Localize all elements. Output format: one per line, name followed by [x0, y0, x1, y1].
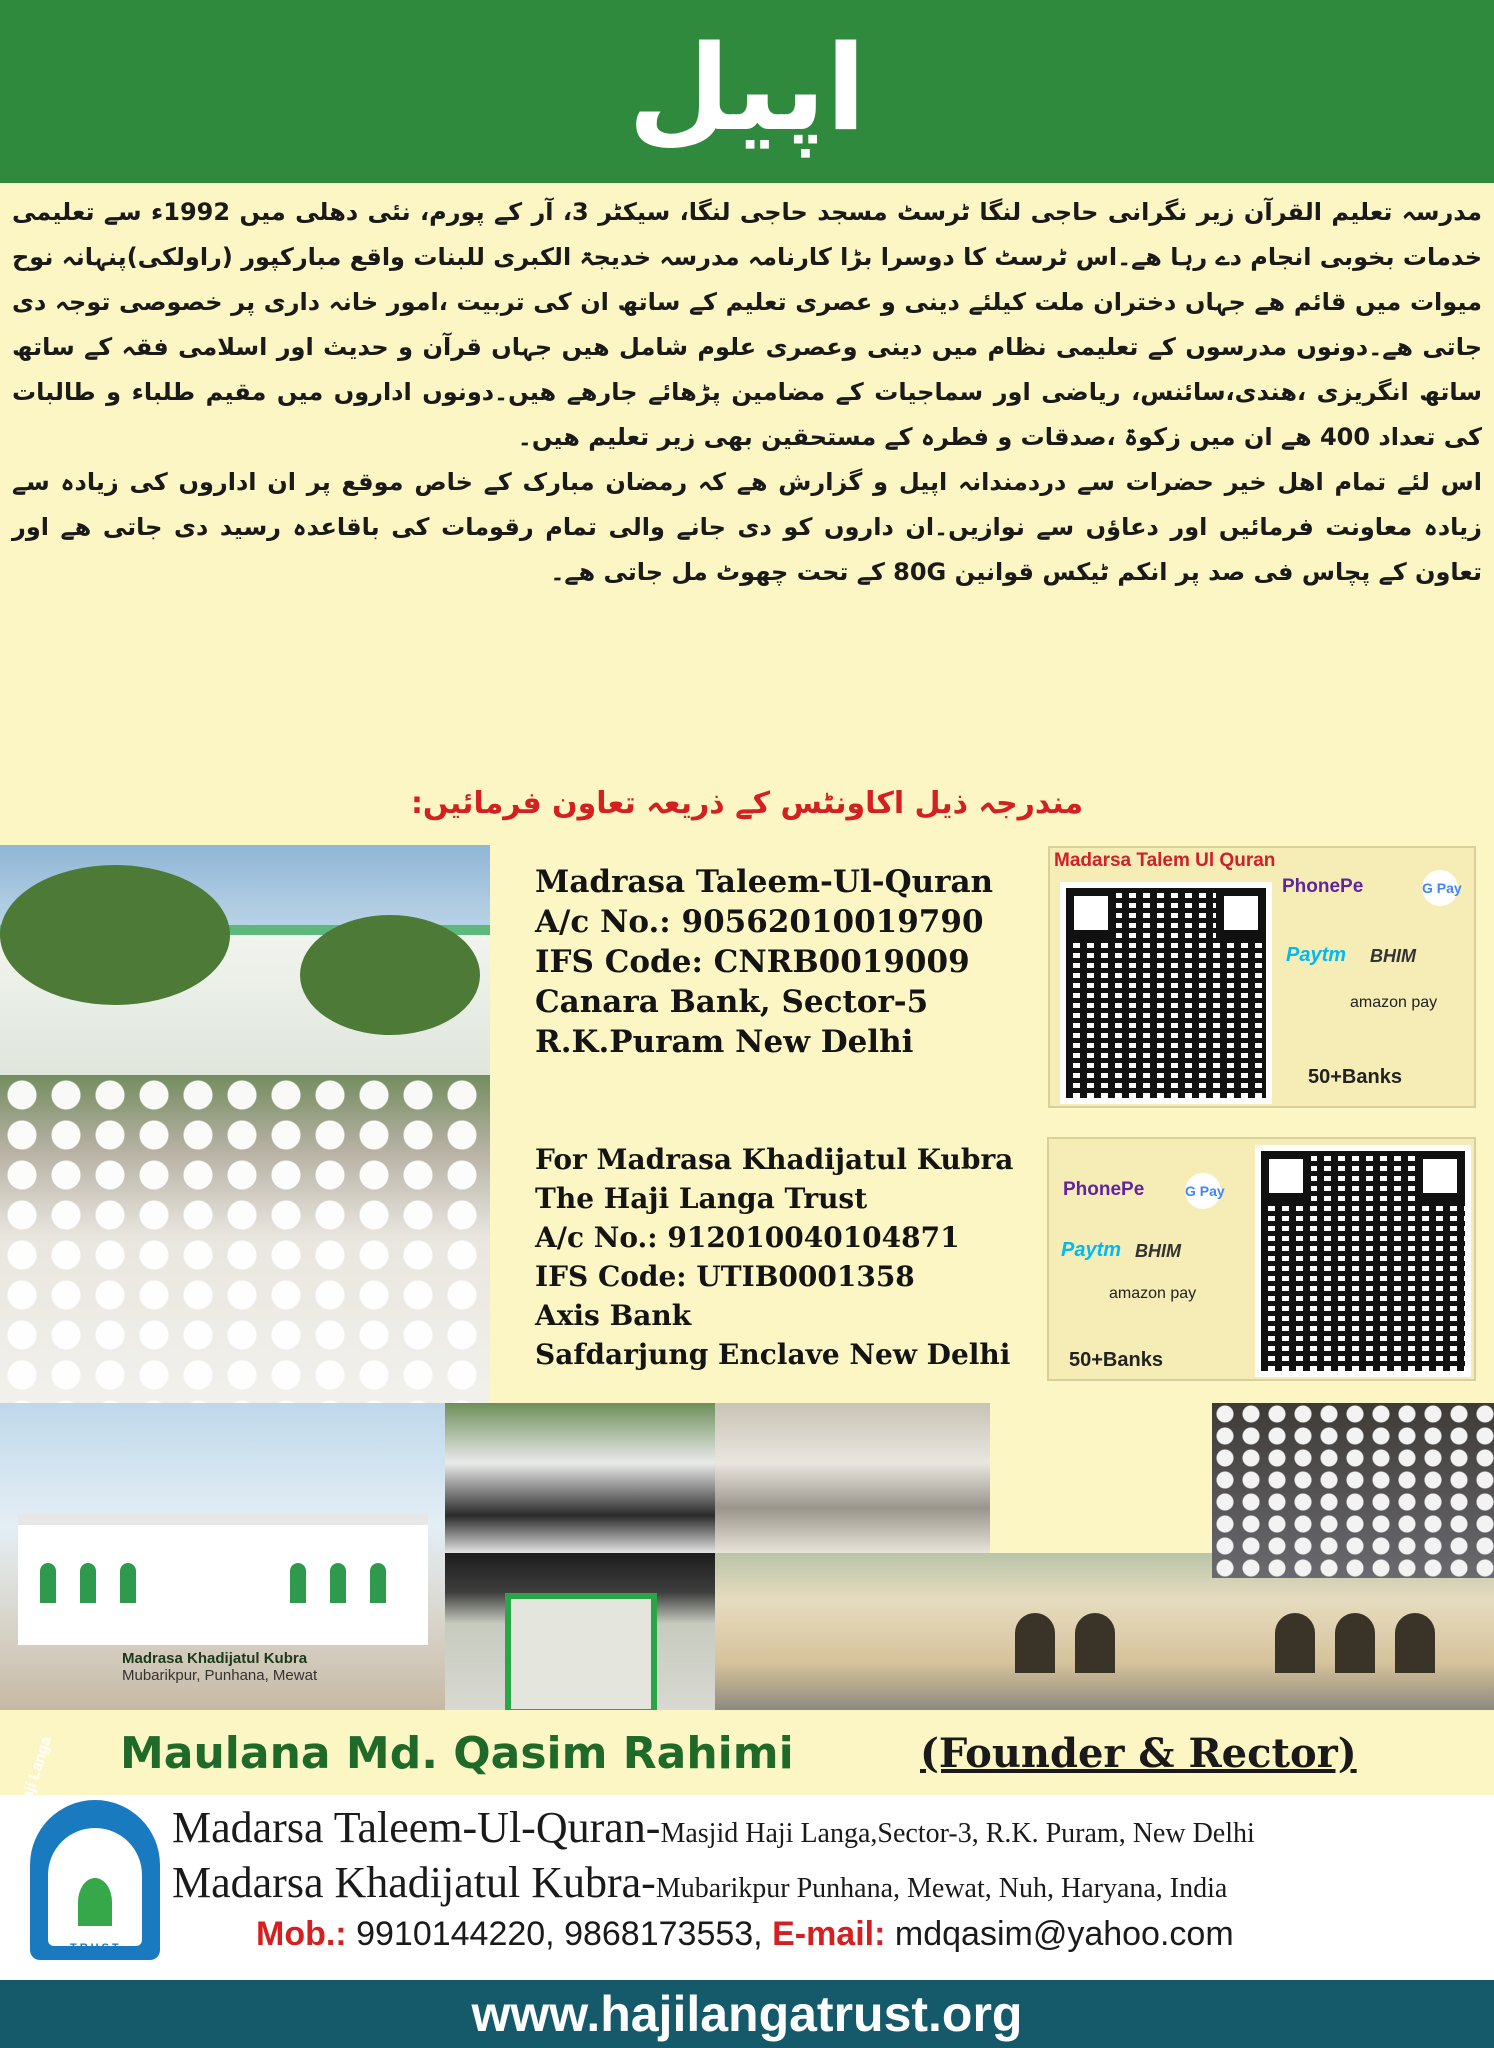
photo-door	[505, 1593, 657, 1710]
gpay-logo: G Pay	[1422, 870, 1458, 906]
account1-city: R.K.Puram New Delhi	[535, 1024, 914, 1060]
accounts-appeal-line: مندرجہ ذیل اکاونٹس کے ذریعہ تعاون فرمائیں:	[410, 786, 1084, 821]
bhim-logo: BHIM	[1370, 946, 1416, 966]
photo-arch	[1335, 1613, 1375, 1673]
amazon-pay-logo: amazon pay	[1350, 994, 1438, 1011]
account2-city: Safdarjung Enclave New Delhi	[535, 1338, 1011, 1371]
account2-for: For Madrasa Khadijatul Kubra	[535, 1143, 1014, 1176]
header-bar	[0, 0, 1494, 183]
photo-arch	[1015, 1613, 1055, 1673]
qr-code-icon	[1060, 882, 1272, 1104]
photo-computer-lab	[715, 1403, 990, 1553]
photo-window	[40, 1563, 56, 1603]
banks-label: 50+Banks	[1308, 1066, 1402, 1088]
paytm-logo: Paytm	[1286, 944, 1347, 966]
photo-student-caps	[0, 1075, 490, 1405]
account-details-taleem	[535, 862, 993, 1062]
photo-window	[290, 1563, 306, 1603]
photo-tree-left	[0, 865, 230, 1005]
photo-window	[120, 1563, 136, 1603]
photo-caption	[122, 1650, 317, 1684]
account1-name: Madrasa Taleem-Ul-Quran	[535, 864, 994, 900]
photo-caption-place: Mubarikpur, Punhana, Mewat	[122, 1667, 318, 1684]
photo-window	[80, 1563, 96, 1603]
photo-arch	[1395, 1613, 1435, 1673]
header-title: اپیل	[627, 19, 867, 157]
banks-label: 50+Banks	[1069, 1349, 1163, 1371]
address1-detail: Masjid Haji Langa,Sector-3, R.K. Puram, New Delhi	[660, 1818, 1255, 1849]
qr-card-khadijatul	[1047, 1137, 1476, 1381]
address2-detail: Mubarikpur Punhana, Mewat, Nuh, Haryana, India	[655, 1873, 1228, 1904]
photo-caption-title: Madrasa Khadijatul Kubra	[122, 1650, 308, 1667]
photo-tree-right	[300, 915, 480, 1035]
qr-code-icon	[1255, 1145, 1471, 1377]
account1-ifsc: IFS Code: CNRB0019009	[535, 944, 970, 980]
photo-window	[370, 1563, 386, 1603]
phonepe-logo: PhonePe	[1282, 876, 1364, 897]
address1-name: Madarsa Taleem-Ul-Quran-	[172, 1803, 661, 1852]
account2-number: A/c No.: 912010040104871	[535, 1221, 960, 1254]
body-paragraph-2: اس لئے تمام اھل خیر حضرات سے دردمندانہ اپیل و گزارش ھے کہ رمضان مبارک کے خاص موقع پر ان اداروں کی زیادہ سے زیادہ معاونت فرمائیں اور دعاؤں سے نوازیں۔ان داروں کو دی جانے والی تمام رقومات کی باقاعدہ رسید دی جاتی ھے اور تعاون کے پچاس فی صد پر انکم ٹیکس قوانین 80G کے تحت چھوٹ مل جاتی ھے۔	[12, 468, 1482, 586]
bhim-logo: BHIM	[1135, 1241, 1181, 1261]
email-label: E-mail:	[772, 1915, 886, 1953]
photo-arch	[1075, 1613, 1115, 1673]
address-khadijatul	[172, 1857, 1227, 1908]
founder-role: (Founder & Rector)	[920, 1730, 1357, 1777]
website-url: www.hajilangatrust.org	[471, 1986, 1023, 2042]
account2-ifsc: IFS Code: UTIB0001358	[535, 1260, 915, 1293]
paytm-logo: Paytm	[1061, 1239, 1122, 1261]
mobile-label: Mob.:	[256, 1915, 347, 1953]
body-paragraph-1: مدرسہ تعلیم القرآن زیر نگرانی حاجی لنگا ٹرسٹ مسجد حاجی لنگا، سیکٹر 3، آر کے پورم، نئی دھلی میں 1992ء سے تعلیمی خدمات بخوبی انجام دے رہا ھے۔اس ٹرسٹ کا دوسرا بڑا کارنامہ مدرسہ خدیجۃ الکبری للبنات واقع مبارکپور (راولکی)پنہانہ نوح میوات میں قائم ھے جہاں دختران ملت کیلئے دینی و عصری تعلیم کے ساتھ ان کی تربیت ،امور خانہ داری پر خصوصی توجہ دی جاتی ھے۔دونوں مدرسوں کے تعلیمی نظام میں دینی وعصری علوم شامل ھیں جہاں قرآن و حدیث اور اسلامی فقہ کے ساتھ ساتھ انگریزی ،ھندی،سائنس، ریاضی اور سماجیات کے مضامین پڑھائے جارھے ھیں۔دونوں اداروں میں مقیم طلباء و طالبات کی تعداد 400 ھے ان میں زکوۃ ،صدقات و فطرہ کے مستحقین بھی زیر تعلیم ھیں۔	[12, 198, 1482, 451]
qr1-title: Madarsa Talem Ul Quran	[1054, 850, 1276, 871]
founder-name: Maulana Md. Qasim Rahimi	[120, 1728, 794, 1779]
trust-logo-icon	[30, 1800, 160, 1960]
qr-card-taleem	[1048, 846, 1476, 1108]
email-address: mdqasim@yahoo.com	[894, 1915, 1234, 1953]
phonepe-logo: PhonePe	[1063, 1179, 1145, 1200]
address2-name: Madarsa Khadijatul Kubra-	[172, 1858, 656, 1907]
amazon-pay-logo: amazon pay	[1109, 1285, 1197, 1302]
photo-student-gathering	[0, 845, 490, 1405]
photo-arch	[1275, 1613, 1315, 1673]
appeal-body	[12, 190, 1482, 595]
account1-bank: Canara Bank, Sector-5	[535, 984, 929, 1020]
photo-room	[445, 1553, 715, 1710]
gpay-logo: G Pay	[1185, 1173, 1221, 1209]
photo-window	[330, 1563, 346, 1603]
account-details-khadijatul	[535, 1140, 1013, 1374]
contact-line	[256, 1915, 1234, 1954]
logo-trust-label: TRUST	[70, 1942, 122, 1954]
account2-trust: The Haji Langa Trust	[535, 1182, 868, 1215]
photo-crowd	[1212, 1403, 1494, 1578]
address-taleem	[172, 1802, 1255, 1853]
account1-number: A/c No.: 90562010019790	[535, 904, 984, 940]
logo-sprout-icon	[78, 1878, 112, 1926]
account2-bank: Axis Bank	[535, 1299, 692, 1332]
mobile-numbers: 9910144220, 9868173553,	[356, 1915, 763, 1953]
photo-classroom	[445, 1403, 715, 1553]
